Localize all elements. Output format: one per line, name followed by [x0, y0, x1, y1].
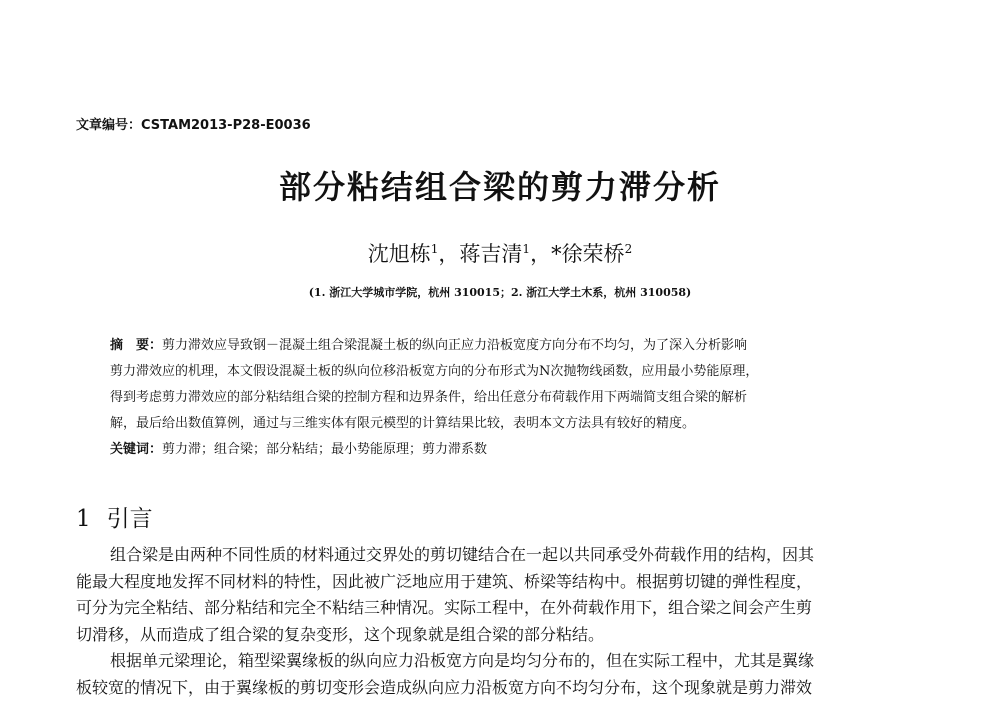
body-line: 切滑移，从而造成了组合梁的复杂变形，这个现象就是组合梁的部分粘结。 [76, 624, 605, 644]
body-line: 能最大程度地发挥不同材料的特性，因此被广泛地应用于建筑、桥梁等结构中。根据剪切键的弹性程度， [76, 571, 813, 591]
body-line: 可分为完全粘结、部分粘结和完全不粘结三种情况。实际工程中，在外荷载作用下，组合梁之间会产生剪 [76, 598, 813, 617]
author-name: 沈旭栋 [367, 242, 431, 266]
abstract-line: 解，最后给出数值算例，通过与三维实体有限元模型的计算结果比较，表明本文方法具有较好的精度。 [110, 416, 696, 431]
abstract-label: 摘 要： [110, 338, 163, 353]
author-separator: ， [438, 242, 460, 266]
body-text [76, 542, 926, 701]
abstract [110, 333, 870, 463]
section-title: 引言 [106, 506, 153, 532]
section-number: 1 [76, 506, 91, 532]
author-separator: ， [530, 242, 552, 266]
author-list [0, 238, 1000, 268]
author-affiliation-mark: 1 [522, 242, 531, 256]
author-name: 蒋吉清 [459, 242, 523, 266]
abstract-line [110, 333, 870, 359]
section-heading [76, 500, 153, 533]
keywords-line [110, 437, 870, 463]
abstract-line: 得到考虑剪力滞效应的部分粘结组合梁的控制方程和边界条件，给出任意分布荷载作用下两端简支组合梁的解析 [110, 390, 748, 405]
keywords-text: 剪力滞；组合梁；部分粘结；最小势能原理；剪力滞系数 [162, 442, 488, 457]
author-name: *徐荣桥 [551, 242, 625, 266]
body-line: 组合梁是由两种不同性质的材料通过交界处的剪切键结合在一起以共同承受外荷载作用的结构，因其 [110, 545, 815, 564]
affiliations: (1. 浙江大学城市学院，杭州 310015；2. 浙江大学土木系，杭州 310058) [308, 286, 692, 299]
abstract-text: 剪力滞效应导致钢－混凝土组合梁混凝土板的纵向正应力沿板宽度方向分布不均匀，为了深入分析影响 [162, 338, 748, 353]
body-line: 板较宽的情况下，由于翼缘板的剪切变形会造成纵向应力沿板宽方向不均匀分布，这个现象就是剪力滞效 [76, 677, 813, 697]
article-id: 文章编号：CSTAM2013-P28-E0036 [76, 118, 311, 133]
abstract-line: 剪力滞效应的机理，本文假设混凝土板的纵向位移沿板宽方向的分布形式为N次抛物线函数，应用最小势能原理， [110, 364, 759, 379]
keywords-label: 关键词： [110, 442, 163, 457]
author-affiliation-mark: 2 [624, 242, 633, 256]
author-affiliation-mark: 1 [430, 242, 439, 256]
body-line: 根据单元梁理论，箱型梁翼缘板的纵向应力沿板宽方向是均匀分布的，但在实际工程中，尤其是翼缘 [110, 651, 815, 670]
paper-title: 部分粘结组合梁的剪力滞分析 [278, 168, 721, 206]
